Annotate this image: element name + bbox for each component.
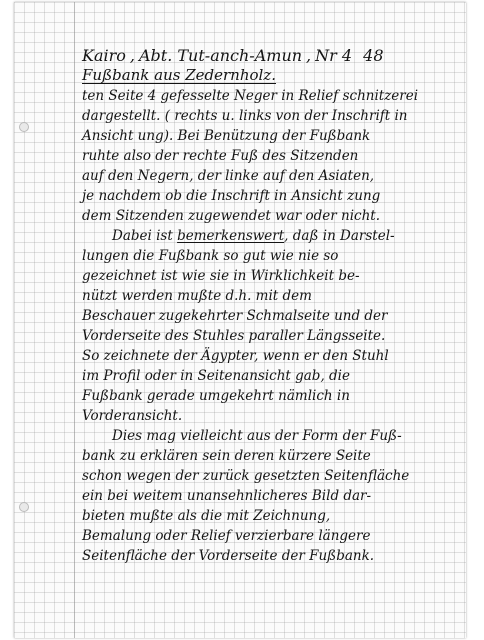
text-line: schon wegen der zurück gesetzten Seitenfläche <box>82 468 410 484</box>
margin-line <box>74 2 75 638</box>
text-line: ruhte also der rechte Fuß des Sitzenden <box>82 148 359 164</box>
text-segment: , daß in Darstel- <box>284 228 395 244</box>
header-location: Kairo <box>82 46 126 65</box>
header-department: Abt. Tut-anch-Amun <box>138 46 303 65</box>
text-line: Fußbank gerade umgekehrt nämlich in <box>82 388 350 404</box>
header-line: Kairo , Abt. Tut-anch-Amun , Nr 4 48 <box>82 46 384 65</box>
text-line: je nachdem ob die Inschrift in Ansicht zung <box>82 188 381 204</box>
header-item-number: Nr 4 <box>315 46 353 65</box>
text-line: gezeichnet ist wie sie in Wirklichkeit be- <box>82 268 360 284</box>
text-line: Ansicht ung). Bei Benützung der Fußbank <box>82 128 371 144</box>
notebook-page <box>14 2 466 638</box>
text-line: So zeichnete der Ägypter, wenn er den Stuhl <box>82 348 389 364</box>
emphasized-word: bemerkenswert <box>177 228 285 244</box>
punch-hole <box>19 502 29 512</box>
text-line: Dies mag vielleicht aus der Form der Fuß- <box>112 428 402 444</box>
text-line: dem Sitzenden zugewendet war oder nicht. <box>82 208 380 224</box>
text-line: Seitenfläche der Vorderseite der Fußbank. <box>82 548 375 564</box>
text-line: Vorderansicht. <box>82 408 183 424</box>
text-line: auf den Negern, der linke auf den Asiaten, <box>82 168 375 184</box>
body-text <box>82 86 466 566</box>
text-line <box>82 226 466 246</box>
punch-hole <box>19 122 29 132</box>
text-line: Beschauer zugekehrter Schmalseite und der <box>82 308 388 324</box>
text-line: ten Seite 4 gefesselte Neger in Relief schnitzerei <box>82 88 419 104</box>
text-line: ein bei weitem unansehnlicheres Bild dar- <box>82 488 372 504</box>
text-line: nützt werden mußte d.h. mit dem <box>82 288 312 304</box>
text-segment: Dabei ist <box>112 228 178 244</box>
subheader-title: Fußbank aus Zedernholz. <box>82 66 276 84</box>
text-line: Vorderseite des Stuhles paraller Längsseite. <box>82 328 386 344</box>
text-line: Bemalung oder Relief verzierbare längere <box>82 528 371 544</box>
text-line: bieten mußte als die mit Zeichnung, <box>82 508 331 524</box>
text-line: lungen die Fußbank so gut wie nie so <box>82 248 339 264</box>
text-line: dargestellt. ( rechts u. links von der Inschrift in <box>82 108 408 124</box>
page-number: 48 <box>363 46 384 65</box>
text-line: bank zu erklären sein deren kürzere Seite <box>82 448 371 464</box>
text-line: im Profil oder in Seitenansicht gab, die <box>82 368 350 384</box>
